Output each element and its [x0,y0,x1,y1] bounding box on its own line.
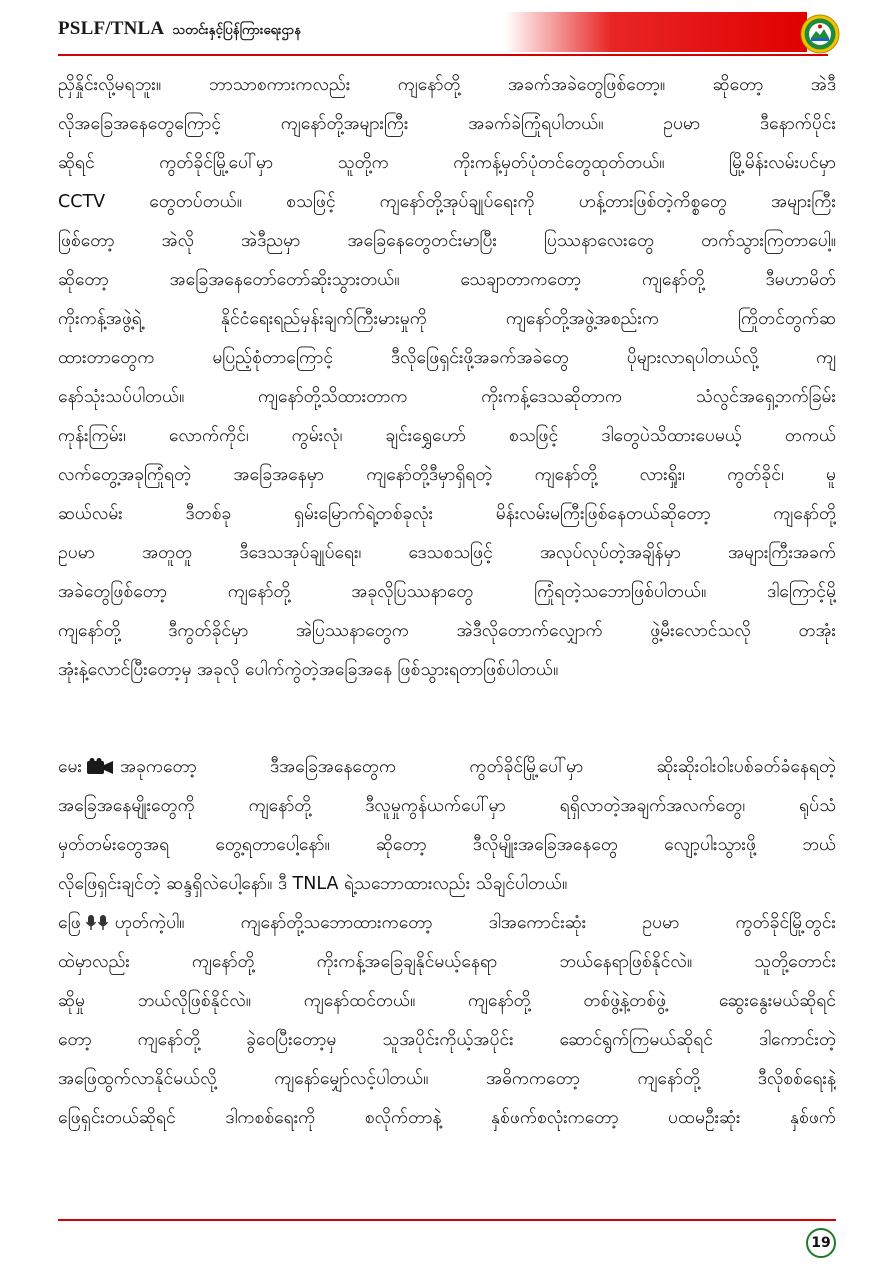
text-line: ဆိုတော့ အခြေအနေတော်တော်ဆိုးသွားတယ်။ သေချာတာကတော့ ကျနော်တို့ ဒီမဟာမိတ် [58,270,836,290]
text-line: လိုဖြေရှင်းချင်တဲ့ ဆန္ဒရှိလဲပေါ့နော်။ ဒီ TNLA ရဲ့သဘောထားလည်း သိချင်ပါတယ်။ [58,874,568,894]
header-title-org: PSLF/TNLA [58,18,165,39]
text-line: ကုန်းကြမ်း၊ လောက်ကိုင်၊ ကွမ်းလုံ၊ ချင်းရွှေဟော် စသဖြင့် ဒါတွေပဲသိထားပေမယ့် တကယ် [58,426,836,446]
article-body [58,66,836,1138]
text-line: ထဲမှာလည်း ကျနော်တို့ ကိုးကန့်အခြေချနိုင်မယ့်နေရာ ဘယ်နေရာဖြစ်နိုင်လဲ။ သူတို့တောင်း [58,952,836,972]
text-line: အခြေအနေမျိုးတွေကို ကျနော်တို့ ဒီလူမှုကွန်ယက်ပေါ်မှာ ရရှိလာတဲ့အချက်အလက်တွေ၊ ရုပ်သံ [58,796,836,816]
text-line: ဆယ်လမ်း ဒီတစ်ခု ရှမ်းမြောက်ရဲ့တစ်ခုလုံး မိန်းလမ်းမကြီးဖြစ်နေတယ်ဆိုတော့ ကျနော်တို့ [58,504,836,524]
text-line: ထားတာတွေက မပြည့်စုံတာကြောင့် ဒီလိုဖြေရှင်းဖို့အခက်အခဲတွေ ပိုများလာရပါတယ်လို့ ကျ [58,348,836,368]
text-line: အခဲတွေဖြစ်တော့ ကျနော်တို့ အခုလိုပြဿနာတွေ ကြုံရတဲ့သဘောဖြစ်ပါတယ်။ ဒါကြောင့်မို့ [58,582,836,602]
text-line: ညှိနှိုင်းလို့မရဘူး။ ဘာသာစကားကလည်း ကျနော်တို့ အခက်အခဲတွေဖြစ်တော့။ ဆိုတော့ အဲဒီ [58,75,836,95]
organization-emblem-icon [800,14,840,54]
answer-first-line [58,904,836,943]
text-line: ဆိုရင် ကွတ်ခိုင်မြို့ပေါ်မှာ သူတို့က ကိုးကန့်မှတ်ပုံတင်တွေထုတ်တယ်။ မြို့မိန်းလမ်းပင်မှာ [58,153,836,173]
text-line: နော်သုံးသပ်ပါတယ်။ ကျနော်တို့သိထားတာက ကိုးကန့်ဒေသဆိုတာက သံလွင်အရှေ့ဘက်ခြမ်း [58,387,836,407]
text-line: အဖြေထွက်လာနိုင်မယ်လို့ ကျနော်မျှော်လင့်ပါတယ်။ အဓိကကတော့ ကျနော်တို့ ဒီလိုစစ်ရေးနဲ့ [58,1069,836,1089]
answer-label: ဖြေ [58,913,81,933]
text-line: ဖြေရှင်းတယ်ဆိုရင် ဒါကစစ်ရေးကို စလိုက်တာနဲ့ နှစ်ဖက်စလုံးကတော့ ပထမဦးဆုံး နှစ်ဖက် [58,1108,836,1128]
answer-text: ဟုတ်ကဲ့ပါ။ ကျနော်တို့သဘောထားကတော့ ဒါအကောင်းဆုံး ဥပမာ ကွတ်ခိုင်မြို့တွင်း [114,913,836,933]
text-line: CCTV တွေတပ်တယ်။ စသဖြင့် ကျနော်တို့အုပ်ချုပ်ရေးကို ဟန့်တားဖြစ်တဲ့ကိစ္စတွေ အများကြီး [58,192,836,212]
question-first-line [58,748,836,787]
paragraph-intro [58,66,836,690]
text-line: ကျနော်တို့ ဒီကွတ်ခိုင်မှာ အဲပြဿနာတွေက အဲဒီလိုတောက်လျှောက် ဖွဲ့မီးလောင်သလို တအုံး [58,621,836,641]
text-line: အုံးနဲ့လောင်ပြီးတော့မှ အခုလို ပေါက်ကွဲတဲ့အခြေအနေ ဖြစ်သွားရတာဖြစ်ပါတယ်။ [58,660,559,680]
text-line: ဥပမာ အတူတူ ဒီဒေသအုပ်ချုပ်ရေး၊ ဒေသစသဖြင့် အလုပ်လုပ်တဲ့အချိန်မှာ အများကြီးအခက် [58,543,836,563]
header-divider [58,54,828,56]
question-text: အခုကတော့ ဒီအခြေအနေတွေက ကွတ်ခိုင်မြို့ပေါ်မှာ ဆိုးဆိုးဝါးဝါးပစ်ခတ်ခံနေရတဲ့ [119,757,836,777]
microphone-icon [85,914,111,932]
text-line: လိုအခြေအနေတွေကြောင့် ကျနော်တို့အများကြီး အခက်ခဲကြုံရပါတယ်။ ဥပမာ ဒီနောက်ပိုင်း [58,114,836,134]
header-title [58,18,301,41]
page-number-badge: 19 [806,1228,836,1258]
page-header [0,0,896,70]
text-line: ဆိုမှု ဘယ်လိုဖြစ်နိုင်လဲ။ ကျနော်ထင်တယ်။ ကျနော်တို့ တစ်ဖွဲ့နဲ့တစ်ဖွဲ့ ဆွေးနွေးမယ်ဆိုရင် [58,991,836,1011]
paragraph-gap [58,690,836,748]
text-line: လက်တွေ့အခုကြုံရတဲ့ အခြေအနေမှာ ကျနော်တို့ဒီမှာရှိရတဲ့ ကျနော်တို့ လားရှိုး၊ ကွတ်ခိုင်၊ မူ [58,465,836,485]
question-block [58,748,836,904]
header-red-band [505,12,807,52]
text-line: မှတ်တမ်းတွေအရ တွေ့ရတာပေါ့နော်။ ဆိုတော့ ဒီလိုမျိုးအခြေအနေတွေ လျော့ပါးသွားဖို့ ဘယ် [58,835,836,855]
header-title-department: သတင်းနှင့်ပြန်ကြားရေးဌာန [172,23,302,38]
footer-divider [58,1219,836,1221]
video-camera-icon [86,758,116,776]
question-label: မေး [58,757,82,777]
text-line: ဖြစ်တော့ အဲလို အဲဒီညမှာ အခြေနေတွေတင်းမာပြီး ပြဿနာလေးတွေ တက်သွားကြတာပေါ့။ [58,231,836,251]
text-line: ကိုးကန့်အဖွဲ့ရဲ့ နိုင်ငံရေးရည်မှန်းချက်ကြီးမားမှုကို ကျနော်တို့အဖွဲ့အစည်းက ကြိုတင်တွက်ဆ [58,309,836,329]
answer-block [58,904,836,1138]
text-line: တော့ ကျနော်တို့ ခွဲဝေပြီးတော့မှ သူအပိုင်းကိုယ့်အပိုင်း ဆောင်ရွက်ကြမယ်ဆိုရင် ဒါကောင်းတဲ့ [58,1030,836,1050]
